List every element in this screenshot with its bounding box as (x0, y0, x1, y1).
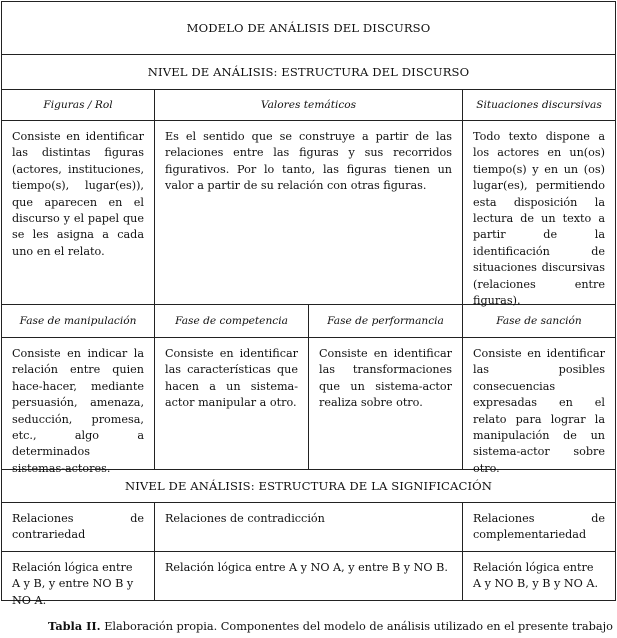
header-fase-sancion-text: Fase de sanción (496, 314, 582, 327)
header-figuras-rol (2, 90, 155, 121)
header-fase-sancion (463, 305, 615, 338)
text-fase-manipulacion: Consiste en indicar la relación entre quien hace-hacer, mediante persuasión, amenaza, seducción, promesa, etc., algo a determinados sistemas-actores. (2, 338, 155, 470)
header-fase-competencia-text: Fase de competencia (175, 314, 288, 327)
text-situaciones-discursivas: Todo texto dispone a los actores en un(os) tiempo(s) y en un (os) lugar(es), permitiendo esta disposición la lectura de un texto a partir de la identificación de situaciones discursivas (relaciones entre figuras). (463, 121, 615, 305)
text-fase-competencia: Consiste en identificar las características que hacen a un sistema-actor manipular a otro. (155, 338, 309, 470)
level2-heading-text: NIVEL DE ANÁLISIS: ESTRUCTURA DE LA SIGNIFICACIÓN (125, 478, 492, 493)
logic-contradiccion: Relación lógica entre A y NO A, y entre B y NO B. (155, 552, 463, 600)
table-title-text: MODELO DE ANÁLISIS DEL DISCURSO (186, 20, 431, 35)
header-valores-tematicos (155, 90, 463, 121)
text-figuras-rol: Consiste en identificar las distintas figuras (actores, instituciones, tiempo(s), lugar(es)), que aparecen en el discurso y el papel que se les asigna a cada uno en el relato. (2, 121, 155, 305)
header-fase-competencia (155, 305, 309, 338)
level1-heading-text: NIVEL DE ANÁLISIS: ESTRUCTURA DEL DISCURSO (147, 64, 470, 79)
level1-heading (2, 55, 615, 90)
header-fase-manipulacion-text: Fase de manipulación (19, 314, 137, 327)
text-fase-performancia: Consiste en identificar las transformaciones que un sistema-actor realiza sobre otro. (309, 338, 463, 470)
caption-label: Tabla II. (48, 619, 101, 633)
header-valores-tematicos-text: Valores temáticos (260, 98, 357, 111)
caption-text: Elaboración propia. Componentes del modelo de análisis utilizado en el presente trabajo (104, 620, 613, 633)
logic-contrariedad: Relación lógica entre A y B, y entre NO B y NO A. (2, 552, 155, 600)
header-fase-performancia (309, 305, 463, 338)
table-title (2, 2, 615, 55)
relation-contrariedad: Relaciones de contrariedad (2, 503, 155, 552)
header-figuras-rol-text: Figuras / Rol (43, 98, 113, 111)
text-fase-sancion: Consiste en identificar las posibles consecuencias expresadas en el relato para lograr la manipulación de un sistema-actor sobre otro. (463, 338, 615, 470)
level2-heading (2, 470, 615, 503)
header-situaciones-discursivas (463, 90, 615, 121)
text-valores-tematicos: Es el sentido que se construye a partir de las relaciones entre las figuras y sus recorridos figurativos. Por lo tanto, las figuras tienen un valor a partir de su relación con otras figuras. (155, 121, 463, 305)
relation-contradiccion: Relaciones de contradicción (155, 503, 463, 552)
header-fase-performancia-text: Fase de performancia (327, 314, 444, 327)
analysis-model-table (1, 1, 616, 607)
relation-complementariedad: Relaciones de complementariedad (463, 503, 615, 552)
table-caption (48, 619, 613, 633)
header-fase-manipulacion (2, 305, 155, 338)
logic-complementariedad: Relación lógica entre A y NO B, y B y NO A. (473, 561, 599, 591)
header-situaciones-discursivas-text: Situaciones discursivas (476, 98, 602, 111)
